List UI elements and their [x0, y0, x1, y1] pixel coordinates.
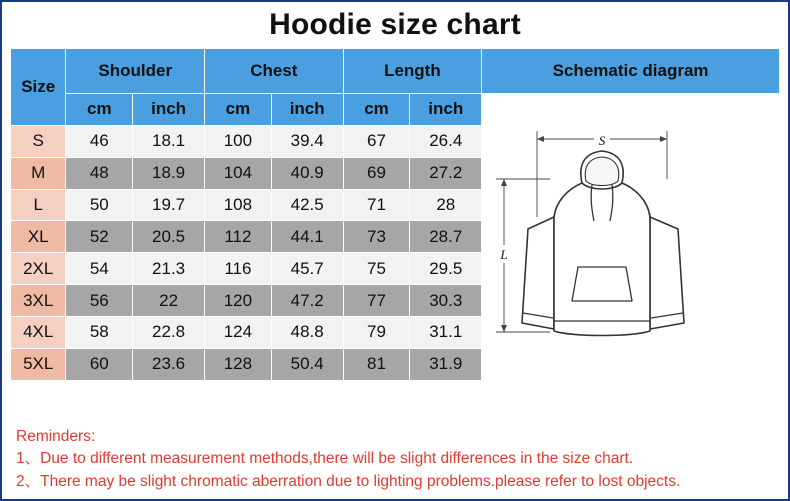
cell-shoulder-cm: 54	[66, 253, 133, 285]
cell-shoulder-cm: 52	[66, 221, 133, 253]
cell-shoulder-inch: 21.3	[133, 253, 205, 285]
cell-chest-cm: 112	[205, 221, 272, 253]
header-size: Size	[11, 49, 66, 126]
cell-length-cm: 73	[343, 221, 410, 253]
hoodie-illustration-svg	[482, 117, 772, 357]
row-size-label: 2XL	[11, 253, 66, 285]
cell-chest-inch: 45.7	[271, 253, 343, 285]
hoodie-diagram	[482, 117, 779, 357]
cell-chest-cm: 120	[205, 285, 272, 317]
cell-length-inch: 26.4	[410, 125, 482, 157]
row-size-label: S	[11, 125, 66, 157]
reminders-block	[16, 426, 778, 493]
cell-chest-cm: 100	[205, 125, 272, 157]
cell-shoulder-cm: 48	[66, 157, 133, 189]
header-schematic: Schematic diagram	[482, 49, 780, 94]
cell-shoulder-cm: 58	[66, 317, 133, 349]
cell-length-inch: 30.3	[410, 285, 482, 317]
cell-shoulder-inch: 18.9	[133, 157, 205, 189]
row-size-label: 3XL	[11, 285, 66, 317]
cell-shoulder-inch: 20.5	[133, 221, 205, 253]
cell-length-cm: 67	[343, 125, 410, 157]
schematic-diagram-cell	[482, 94, 780, 381]
cell-length-cm: 69	[343, 157, 410, 189]
header-group-length: Length	[343, 49, 482, 94]
cell-chest-cm: 124	[205, 317, 272, 349]
cell-length-inch: 27.2	[410, 157, 482, 189]
cell-length-inch: 31.9	[410, 348, 482, 380]
header-chest-inch: inch	[271, 94, 343, 126]
size-table	[10, 48, 780, 381]
row-size-label: 4XL	[11, 317, 66, 349]
cell-shoulder-inch: 23.6	[133, 348, 205, 380]
row-size-label: L	[11, 189, 66, 221]
header-shoulder-cm: cm	[66, 94, 133, 126]
shoulder-marker-label: S	[598, 133, 606, 148]
cell-chest-inch: 47.2	[271, 285, 343, 317]
cell-chest-inch: 40.9	[271, 157, 343, 189]
cell-shoulder-inch: 22.8	[133, 317, 205, 349]
cell-shoulder-inch: 22	[133, 285, 205, 317]
length-marker-label: L	[500, 247, 508, 262]
cell-chest-cm: 128	[205, 348, 272, 380]
cell-chest-cm: 104	[205, 157, 272, 189]
cell-shoulder-inch: 19.7	[133, 189, 205, 221]
cell-chest-inch: 44.1	[271, 221, 343, 253]
table-header-row-1	[11, 49, 780, 94]
header-shoulder-inch: inch	[133, 94, 205, 126]
reminder-line-2: 2、There may be slight chromatic aberration due to lighting problems.please refer to lost objects.	[16, 472, 681, 490]
cell-chest-inch: 50.4	[271, 348, 343, 380]
cell-chest-cm: 116	[205, 253, 272, 285]
cell-chest-inch: 48.8	[271, 317, 343, 349]
header-chest-cm: cm	[205, 94, 272, 126]
row-size-label: XL	[11, 221, 66, 253]
cell-length-cm: 79	[343, 317, 410, 349]
cell-chest-inch: 39.4	[271, 125, 343, 157]
cell-length-cm: 77	[343, 285, 410, 317]
size-chart-container	[10, 48, 780, 381]
cell-chest-cm: 108	[205, 189, 272, 221]
row-size-label: 5XL	[11, 348, 66, 380]
cell-length-cm: 75	[343, 253, 410, 285]
header-length-inch: inch	[410, 94, 482, 126]
header-group-chest: Chest	[205, 49, 344, 94]
cell-length-cm: 71	[343, 189, 410, 221]
cell-shoulder-inch: 18.1	[133, 125, 205, 157]
header-group-shoulder: Shoulder	[66, 49, 205, 94]
cell-shoulder-cm: 60	[66, 348, 133, 380]
cell-chest-inch: 42.5	[271, 189, 343, 221]
cell-length-inch: 28.7	[410, 221, 482, 253]
page-title: Hoodie size chart	[269, 8, 521, 41]
cell-length-inch: 28	[410, 189, 482, 221]
header-length-cm: cm	[343, 94, 410, 126]
reminders-heading: Reminders:	[16, 427, 96, 445]
cell-shoulder-cm: 50	[66, 189, 133, 221]
cell-shoulder-cm: 46	[66, 125, 133, 157]
reminder-line-1: 1、Due to different measurement methods,there will be slight differences in the size chart.	[16, 450, 634, 468]
cell-length-cm: 81	[343, 348, 410, 380]
cell-shoulder-cm: 56	[66, 285, 133, 317]
row-size-label: M	[11, 157, 66, 189]
cell-length-inch: 31.1	[410, 317, 482, 349]
cell-length-inch: 29.5	[410, 253, 482, 285]
table-header-row-2	[11, 94, 780, 126]
